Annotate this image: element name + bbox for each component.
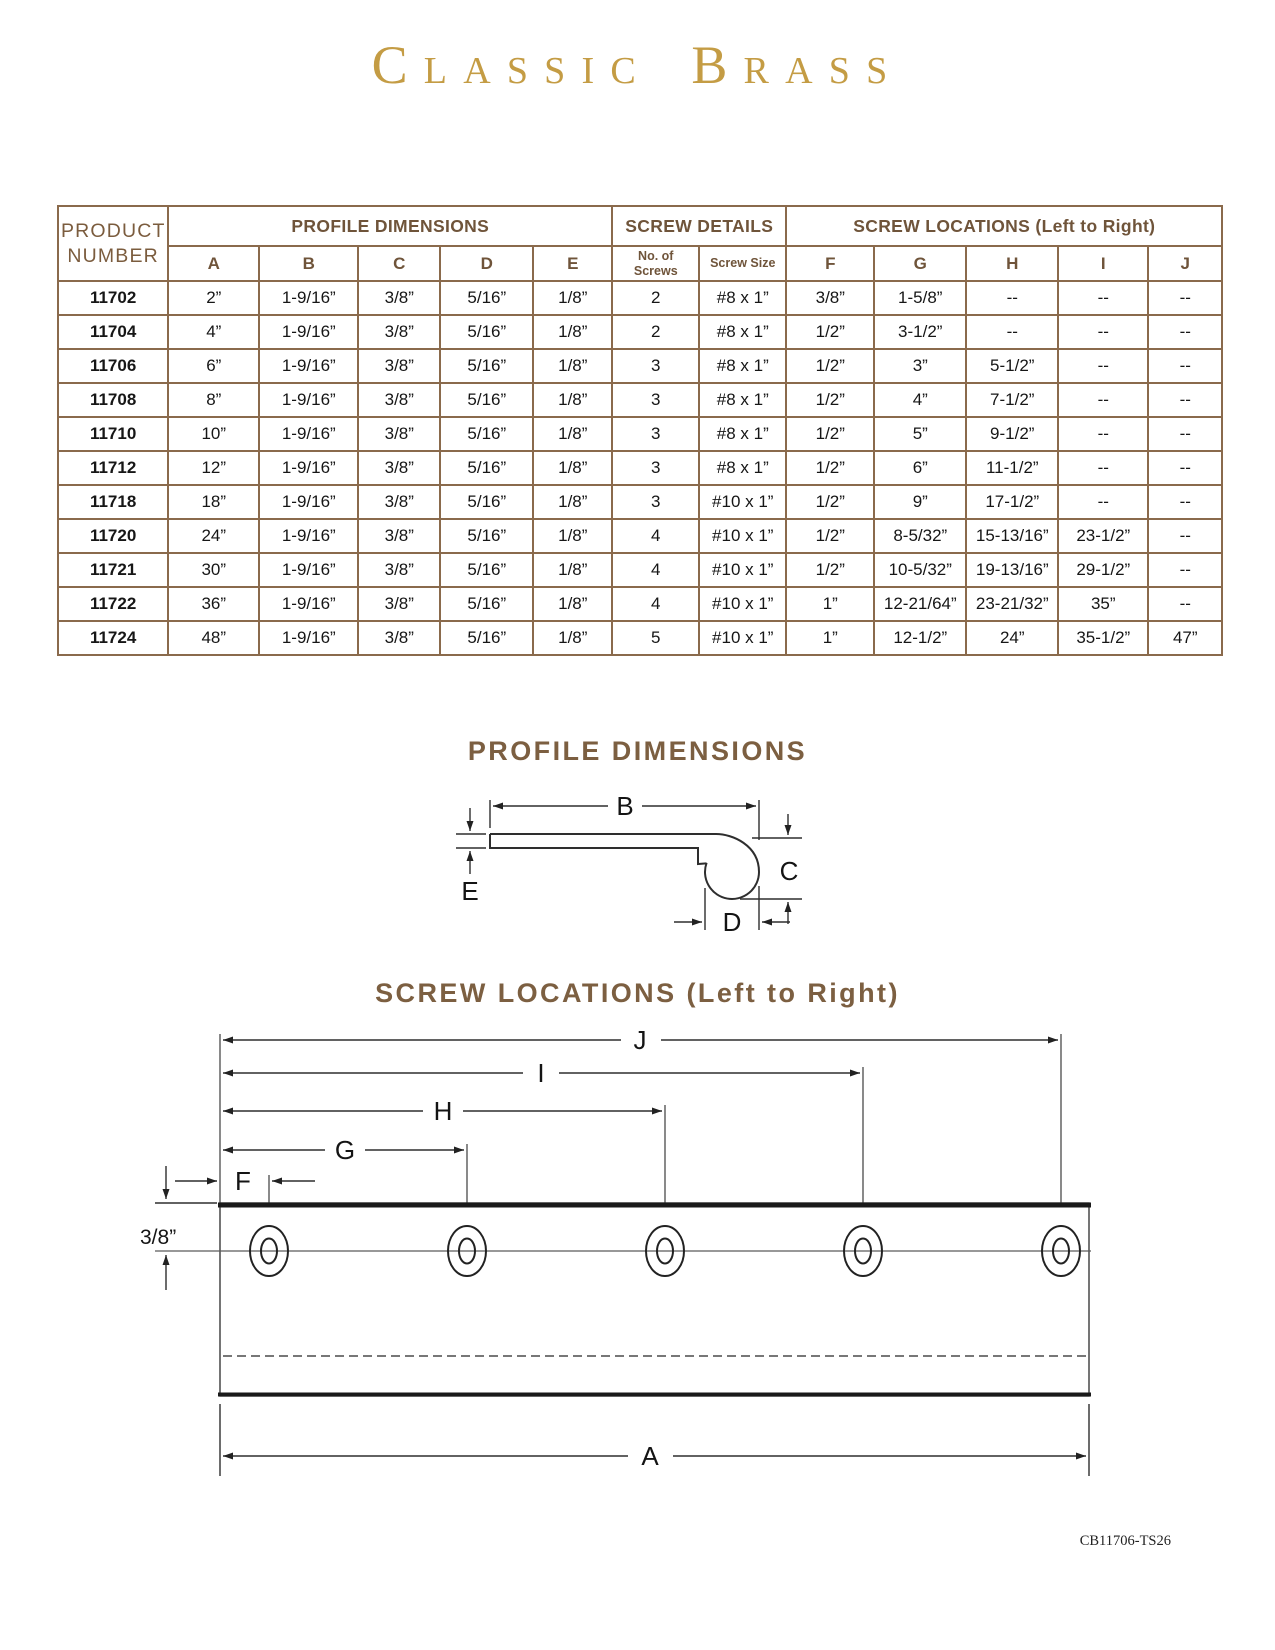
spec-cell: 1/8”	[533, 417, 612, 451]
spec-cell: 1”	[786, 587, 874, 621]
spec-cell: --	[1148, 383, 1222, 417]
spec-cell: 5”	[874, 417, 966, 451]
spec-cell: --	[1058, 485, 1148, 519]
spec-cell: --	[1148, 519, 1222, 553]
dim-label-b: B	[616, 791, 634, 821]
spec-cell: 5/16”	[440, 383, 533, 417]
spec-cell: 1/2”	[786, 485, 874, 519]
spec-cell: #8 x 1”	[699, 315, 786, 349]
table-row	[58, 485, 1222, 519]
col-b: B	[259, 246, 358, 281]
spec-cell: 1/2”	[786, 553, 874, 587]
spec-cell: 1/8”	[533, 519, 612, 553]
product-number: 11721	[58, 553, 168, 587]
spec-cell: 48”	[168, 621, 259, 655]
spec-cell: --	[1148, 553, 1222, 587]
group-screw-locations: SCREW LOCATIONS (Left to Right)	[786, 206, 1222, 246]
product-number: 11704	[58, 315, 168, 349]
spec-cell: 7-1/2”	[966, 383, 1058, 417]
product-number: 11712	[58, 451, 168, 485]
spec-cell: 3/8”	[358, 621, 440, 655]
group-screw-details: SCREW DETAILS	[612, 206, 786, 246]
spec-cell: 3	[612, 451, 699, 485]
table-body	[58, 281, 1222, 655]
dim-label-f: F	[235, 1166, 251, 1196]
dim-label-offset: 3/8”	[140, 1226, 177, 1249]
spec-cell: 1-9/16”	[259, 451, 358, 485]
spec-cell: --	[1058, 315, 1148, 349]
spec-cell: 10-5/32”	[874, 553, 966, 587]
spec-cell: 9-1/2”	[966, 417, 1058, 451]
group-header-row	[58, 206, 1222, 246]
dim-label-e: E	[461, 876, 479, 906]
spec-cell: 2	[612, 315, 699, 349]
spec-cell: #8 x 1”	[699, 383, 786, 417]
spec-cell: 5/16”	[440, 485, 533, 519]
spec-table-wrap	[57, 205, 1223, 656]
col-a: A	[168, 246, 259, 281]
spec-cell: #10 x 1”	[699, 621, 786, 655]
screw-section-title: SCREW LOCATIONS (Left to Right)	[375, 978, 900, 1008]
product-number: 11710	[58, 417, 168, 451]
spec-cell: 5/16”	[440, 519, 533, 553]
spec-cell: 12”	[168, 451, 259, 485]
spec-cell: 1/8”	[533, 553, 612, 587]
spec-cell: 5/16”	[440, 349, 533, 383]
spec-cell: --	[1058, 417, 1148, 451]
product-number: 11724	[58, 621, 168, 655]
spec-cell: --	[1148, 349, 1222, 383]
spec-cell: 3-1/2”	[874, 315, 966, 349]
spec-cell: 24”	[168, 519, 259, 553]
screw-locations-diagram	[133, 1028, 1153, 1493]
spec-cell: 1-9/16”	[259, 621, 358, 655]
spec-cell: 1/8”	[533, 451, 612, 485]
spec-cell: --	[1148, 451, 1222, 485]
dim-label-g: G	[334, 1135, 356, 1165]
spec-cell: 5/16”	[440, 587, 533, 621]
spec-cell: 19-13/16”	[966, 553, 1058, 587]
spec-cell: 6”	[168, 349, 259, 383]
table-row	[58, 553, 1222, 587]
bar-body	[155, 1203, 1091, 1396]
dim-label-d: D	[722, 907, 742, 937]
spec-cell: 1/8”	[533, 315, 612, 349]
product-number: 11718	[58, 485, 168, 519]
spec-cell: 3/8”	[358, 315, 440, 349]
spec-cell: --	[1058, 349, 1148, 383]
spec-cell: 1”	[786, 621, 874, 655]
spec-cell: 1-9/16”	[259, 417, 358, 451]
spec-cell: 3/8”	[358, 451, 440, 485]
spec-cell: 1-9/16”	[259, 281, 358, 315]
spec-cell: 2	[612, 281, 699, 315]
col-j: J	[1148, 246, 1222, 281]
spec-cell: 1-9/16”	[259, 349, 358, 383]
spec-cell: #10 x 1”	[699, 587, 786, 621]
spec-cell: 2”	[168, 281, 259, 315]
spec-cell: 1/8”	[533, 485, 612, 519]
spec-cell: #10 x 1”	[699, 485, 786, 519]
spec-cell: 4	[612, 553, 699, 587]
product-number-header: PRODUCT NUMBER	[58, 206, 168, 281]
spec-cell: --	[1148, 281, 1222, 315]
spec-cell: #8 x 1”	[699, 451, 786, 485]
spec-cell: 30”	[168, 553, 259, 587]
spec-cell: 1/2”	[786, 451, 874, 485]
spec-cell: 12-1/2”	[874, 621, 966, 655]
spec-cell: 1-9/16”	[259, 553, 358, 587]
spec-cell: --	[1148, 417, 1222, 451]
spec-cell: 35”	[1058, 587, 1148, 621]
profile-diagram	[440, 776, 835, 941]
spec-cell: 5/16”	[440, 315, 533, 349]
spec-cell: #8 x 1”	[699, 417, 786, 451]
table-row	[58, 621, 1222, 655]
table-row	[58, 417, 1222, 451]
product-number: 11722	[58, 587, 168, 621]
spec-cell: 1-5/8”	[874, 281, 966, 315]
spec-cell: 11-1/2”	[966, 451, 1058, 485]
spec-cell: --	[1148, 587, 1222, 621]
table-row	[58, 349, 1222, 383]
spec-cell: 1-9/16”	[259, 587, 358, 621]
spec-cell: 5/16”	[440, 281, 533, 315]
spec-cell: 1/2”	[786, 417, 874, 451]
spec-cell: 1-9/16”	[259, 519, 358, 553]
table-row	[58, 315, 1222, 349]
spec-cell: 1/2”	[786, 315, 874, 349]
group-profile-dimensions: PROFILE DIMENSIONS	[168, 206, 612, 246]
spec-cell: 8”	[168, 383, 259, 417]
spec-cell: --	[1058, 451, 1148, 485]
col-h: H	[966, 246, 1058, 281]
spec-cell: 4	[612, 587, 699, 621]
spec-cell: 5	[612, 621, 699, 655]
spec-cell: 4	[612, 519, 699, 553]
table-row	[58, 281, 1222, 315]
spec-cell: 3/8”	[358, 281, 440, 315]
table-row	[58, 383, 1222, 417]
spec-cell: 4”	[168, 315, 259, 349]
spec-cell: 24”	[966, 621, 1058, 655]
col-g: G	[874, 246, 966, 281]
spec-cell: 1/2”	[786, 383, 874, 417]
col-i: I	[1058, 246, 1148, 281]
dim-label-i: I	[537, 1058, 545, 1088]
product-number: 11706	[58, 349, 168, 383]
spec-cell: 1/8”	[533, 587, 612, 621]
spec-cell: 9”	[874, 485, 966, 519]
spec-cell: 1/2”	[786, 349, 874, 383]
spec-cell: 5/16”	[440, 417, 533, 451]
spec-cell: 35-1/2”	[1058, 621, 1148, 655]
spec-cell: 5/16”	[440, 451, 533, 485]
spec-cell: 8-5/32”	[874, 519, 966, 553]
spec-cell: 6”	[874, 451, 966, 485]
column-header-row	[58, 246, 1222, 281]
dim-e	[456, 808, 486, 874]
spec-cell: --	[1148, 485, 1222, 519]
col-d: D	[440, 246, 533, 281]
spec-cell: 3”	[874, 349, 966, 383]
spec-cell: 4”	[874, 383, 966, 417]
profile-section-title: PROFILE DIMENSIONS	[467, 736, 808, 766]
spec-cell: 1/8”	[533, 383, 612, 417]
spec-cell: 18”	[168, 485, 259, 519]
spec-table	[57, 205, 1223, 656]
spec-cell: 1/8”	[533, 621, 612, 655]
table-row	[58, 587, 1222, 621]
spec-cell: 3	[612, 349, 699, 383]
spec-cell: 3/8”	[358, 519, 440, 553]
spec-cell: 1-9/16”	[259, 383, 358, 417]
spec-cell: --	[966, 281, 1058, 315]
profile-shape	[490, 834, 759, 899]
product-number: 11720	[58, 519, 168, 553]
table-row	[58, 451, 1222, 485]
brand-title: Classic Brass	[371, 35, 904, 95]
spec-cell: 5/16”	[440, 553, 533, 587]
col-e: E	[533, 246, 612, 281]
dim-label-j: J	[633, 1028, 647, 1055]
dim-label-h: H	[433, 1096, 453, 1126]
spec-cell: 1/2”	[786, 519, 874, 553]
spec-cell: 1/8”	[533, 349, 612, 383]
spec-cell: 3/8”	[786, 281, 874, 315]
product-number: 11708	[58, 383, 168, 417]
spec-cell: 3/8”	[358, 349, 440, 383]
spec-cell: #8 x 1”	[699, 349, 786, 383]
spec-cell: 12-21/64”	[874, 587, 966, 621]
spec-cell: 3/8”	[358, 587, 440, 621]
spec-cell: 23-1/2”	[1058, 519, 1148, 553]
spec-cell: --	[966, 315, 1058, 349]
table-row	[58, 519, 1222, 553]
spec-cell: 29-1/2”	[1058, 553, 1148, 587]
dim-label-a: A	[641, 1441, 659, 1471]
spec-cell: 36”	[168, 587, 259, 621]
spec-cell: --	[1058, 281, 1148, 315]
spec-cell: 17-1/2”	[966, 485, 1058, 519]
spec-cell: 5/16”	[440, 621, 533, 655]
spec-cell: 1-9/16”	[259, 485, 358, 519]
spec-cell: 1-9/16”	[259, 315, 358, 349]
col-screw-size: Screw Size	[699, 246, 786, 281]
spec-cell: 3/8”	[358, 417, 440, 451]
spec-cell: 3	[612, 485, 699, 519]
spec-cell: 5-1/2”	[966, 349, 1058, 383]
spec-cell: 10”	[168, 417, 259, 451]
spec-cell: #10 x 1”	[699, 519, 786, 553]
spec-cell: --	[1148, 315, 1222, 349]
product-number: 11702	[58, 281, 168, 315]
col-no-of-screws: No. of Screws	[612, 246, 699, 281]
spec-cell: 3/8”	[358, 383, 440, 417]
spec-cell: 3	[612, 383, 699, 417]
spec-cell: --	[1058, 383, 1148, 417]
spec-cell: #10 x 1”	[699, 553, 786, 587]
footer-code: CB11706-TS26	[1079, 1533, 1171, 1549]
spec-cell: 3/8”	[358, 485, 440, 519]
dim-label-c: C	[779, 856, 799, 886]
spec-cell: #8 x 1”	[699, 281, 786, 315]
col-c: C	[358, 246, 440, 281]
spec-cell: 23-21/32”	[966, 587, 1058, 621]
spec-cell: 47”	[1148, 621, 1222, 655]
spec-cell: 1/8”	[533, 281, 612, 315]
col-f: F	[786, 246, 874, 281]
spec-cell: 15-13/16”	[966, 519, 1058, 553]
spec-cell: 3/8”	[358, 553, 440, 587]
spec-cell: 3	[612, 417, 699, 451]
